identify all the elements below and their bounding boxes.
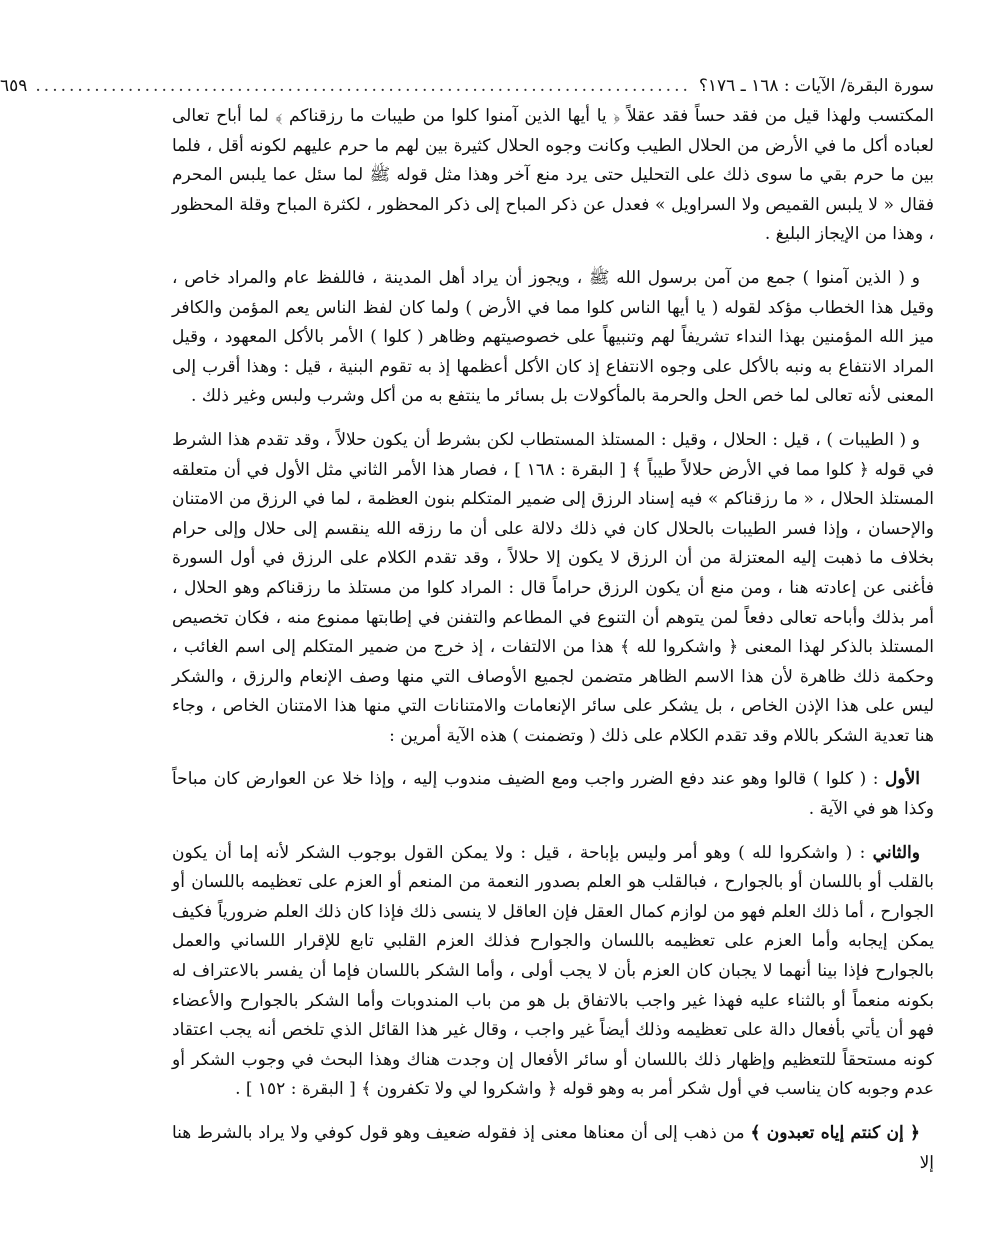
paragraph-gap bbox=[172, 825, 934, 839]
paragraph bbox=[172, 839, 934, 1105]
paragraph bbox=[172, 426, 934, 752]
paragraph-lead: والثاني bbox=[872, 842, 920, 863]
running-header bbox=[0, 72, 934, 102]
paragraph-text: و ( الذين آمنوا ) جمع من آمن برسول الله ﷺ ، ويجوز أن يراد أهل المدينة ، فاللفظ عام والمراد خاص ، وقيل هذا الخطاب مؤكد لقوله ( يا أيها الناس كلوا مما في الأرض ) ولما كان لفظ الناس يعم المؤمن والكافر ميز الله المؤمنين بهذا النداء تشريفاً لهم وتنبيهاً على خصوصيتهم وظاهر ( كلوا ) الأمر بالأكل المعهود ، وقيل المراد الانتفاع به ونبه بالأكل على وجوه الانتفاع إذ كان الأكل أعظمها إذ به تقوم البنية ، قيل : وهذا أقرب إلى المعنى لأنه تعالى لما خص الحل والحرمة بالمأكولات بل بسائر ما ينتفع به من أكل وشرب ولبس وغير ذلك . bbox=[172, 267, 934, 407]
paragraph-text: من ذهب إلى أن معناها معنى إذ فقوله ضعيف وهو قول كوفي ولا يراد بالشرط هنا إلا bbox=[172, 1123, 934, 1173]
header-title: سورة البقرة/ الآيات : ١٦٨ ـ ١٧٦؟ bbox=[698, 76, 934, 96]
paragraph-text: المكتسب ولهذا قيل من فقد حساً فقد عقلاً ﴿ يا أيها الذين آمنوا كلوا من طيبات ما رزقناكم ﴾ لما أباح تعالى لعباده أكل ما في الأرض من الحلال الطيب وكانت وجوه الحلال كثيرة بين لهم ما حرم عليهم لكونه أقل ، فلما بين ما حرم بقي ما سوى ذلك على التحليل حتى يرد منع آخر وهذا مثل قوله ﷺ لما سئل عما يلبس المحرم فقال « لا يلبس القميص ولا السراويل » فعدل عن ذكر المباح إلى ذكر المحظور ، لكثرة المباح وقلة المحظور ، وهذا من الإيجاز البليغ . bbox=[172, 106, 934, 245]
paragraph bbox=[172, 264, 934, 412]
paragraph-lead: ﴿ إن كنتم إياه تعبدون ﴾ bbox=[750, 1123, 920, 1143]
paragraph-text: : ( واشكروا لله ) وهو أمر وليس بإباحة ، قيل : ولا يمكن القول بوجوب الشكر لأنه إما أن يكون بالقلب أو باللسان أو بالجوارح ، فبالقلب هو العلم بصدور النعمة من المنعم أو العزم على تعظيمه باللسان أو الجوارح ، أما ذلك العلم فهو من لوازم كمال العقل فإن العاقل لا ينسى ذلك فإذا كان ذلك العلم ضرورياً فكيف يمكن إيجابه وأما العزم على تعظيمه باللسان والجوارح فذلك العزم القلبي تابع للإقرار اللساني والعمل بالجوارح فإذا بينا أنهما لا يجبان كان العزم بأن لا يجب أولى ، وأما الشكر باللسان فإما أن يفسر بالاعتراف له بكونه منعماً أو بالثناء عليه فهذا غير واجب بالاتفاق بل هو من باب المندوبات وأما الشكر بالجوارح والأعضاء فهو أن يأتي بأفعال دالة على تعظيمه وذلك أيضاً غير واجب ، وقال غير هذا القائل الذي تلخص أنه يجب اعتقاد كونه مستحقاً للتعظيم وإظهار ذلك باللسان أو سائر الأفعال إن وجدت هناك وهذا البحث في وجوب الشكر أو عدم وجوبه كان يناسب في أول شكر أمر به وهو قوله ﴿ واشكروا لي ولا تكفرون ﴾ [ البقرة : ١٥٢ ] . bbox=[172, 842, 934, 1100]
paragraph bbox=[172, 765, 934, 824]
paragraph-text: : ( كلوا ) قالوا وهو عند دفع الضرر واجب ومع الضيف مندوب إليه ، وإذا خلا عن العوارض كان مباحاً وكذا هو في الآية . bbox=[172, 769, 934, 820]
paragraph-gap bbox=[172, 751, 934, 765]
paragraph-lead: الأول bbox=[885, 769, 920, 790]
paragraph-gap bbox=[172, 1105, 934, 1119]
page-number: ٦٥٩ bbox=[0, 76, 28, 96]
paragraph-text: و ( الطيبات ) ، قيل : الحلال ، وقيل : المستلذ المستطاب لكن بشرط أن يكون حلالاً ، وقد تقدم هذا الشرط في قوله ﴿ كلوا مما في الأرض حلالاً طيباً ﴾ [ البقرة : ١٦٨ ] ، فصار هذا الأمر الثاني مثل الأول في أن متعلقه المستلذ الحلال ، « ما رزقناكم » فيه إسناد الرزق إلى ضمير المتكلم بنون العظمة ، لما في الرزق من الامتنان والإحسان ، وإذا فسر الطيبات بالحلال كان في ذلك دلالة على أن ما رزقه الله ينقسم إلى حلال وإلى حرام بخلاف ما ذهبت إليه المعتزلة من أن الرزق لا يكون إلا حلالاً ، وقد تقدم الكلام على الرزق في أول السورة فأغنى عن إعادته هنا ، ومن منع أن يكون الرزق حراماً قال : المراد كلوا من مستلذ ما رزقناكم وهو الحلال ، أمر بذلك وأباحه تعالى دفعاً لمن يتوهم أن التنوع في المطاعم والتفنن في إطابتها ممنوع منه ، فكان تخصيص المستلذ بالذكر لهذا المعنى ﴿ واشكروا لله ﴾ هذا من الالتفات ، إذ خرج من ضمير المتكلم إلى اسم الغائب ، وحكمة ذلك ظاهرة لأن هذا الاسم الظاهر متضمن لجميع الأوصاف التي منها وصف الإنعام والرزق ، والشكر ليس على هذا الإذن الخاص ، بل يشكر على سائر الإنعامات والامتنانات التي منها هذا الامتنان الخاص ، وجاء هنا تعدية الشكر باللام وقد تقدم الكلام على ذلك ( وتضمنت ) هذه الآية أمرين : bbox=[172, 429, 934, 746]
book-page bbox=[0, 72, 934, 1178]
header-dot-leader: .............................................................................. bbox=[35, 76, 691, 96]
paragraph bbox=[172, 102, 934, 250]
paragraph bbox=[172, 1119, 934, 1178]
paragraph-gap bbox=[172, 250, 934, 264]
page-body bbox=[172, 102, 934, 1178]
paragraph-gap bbox=[172, 412, 934, 426]
